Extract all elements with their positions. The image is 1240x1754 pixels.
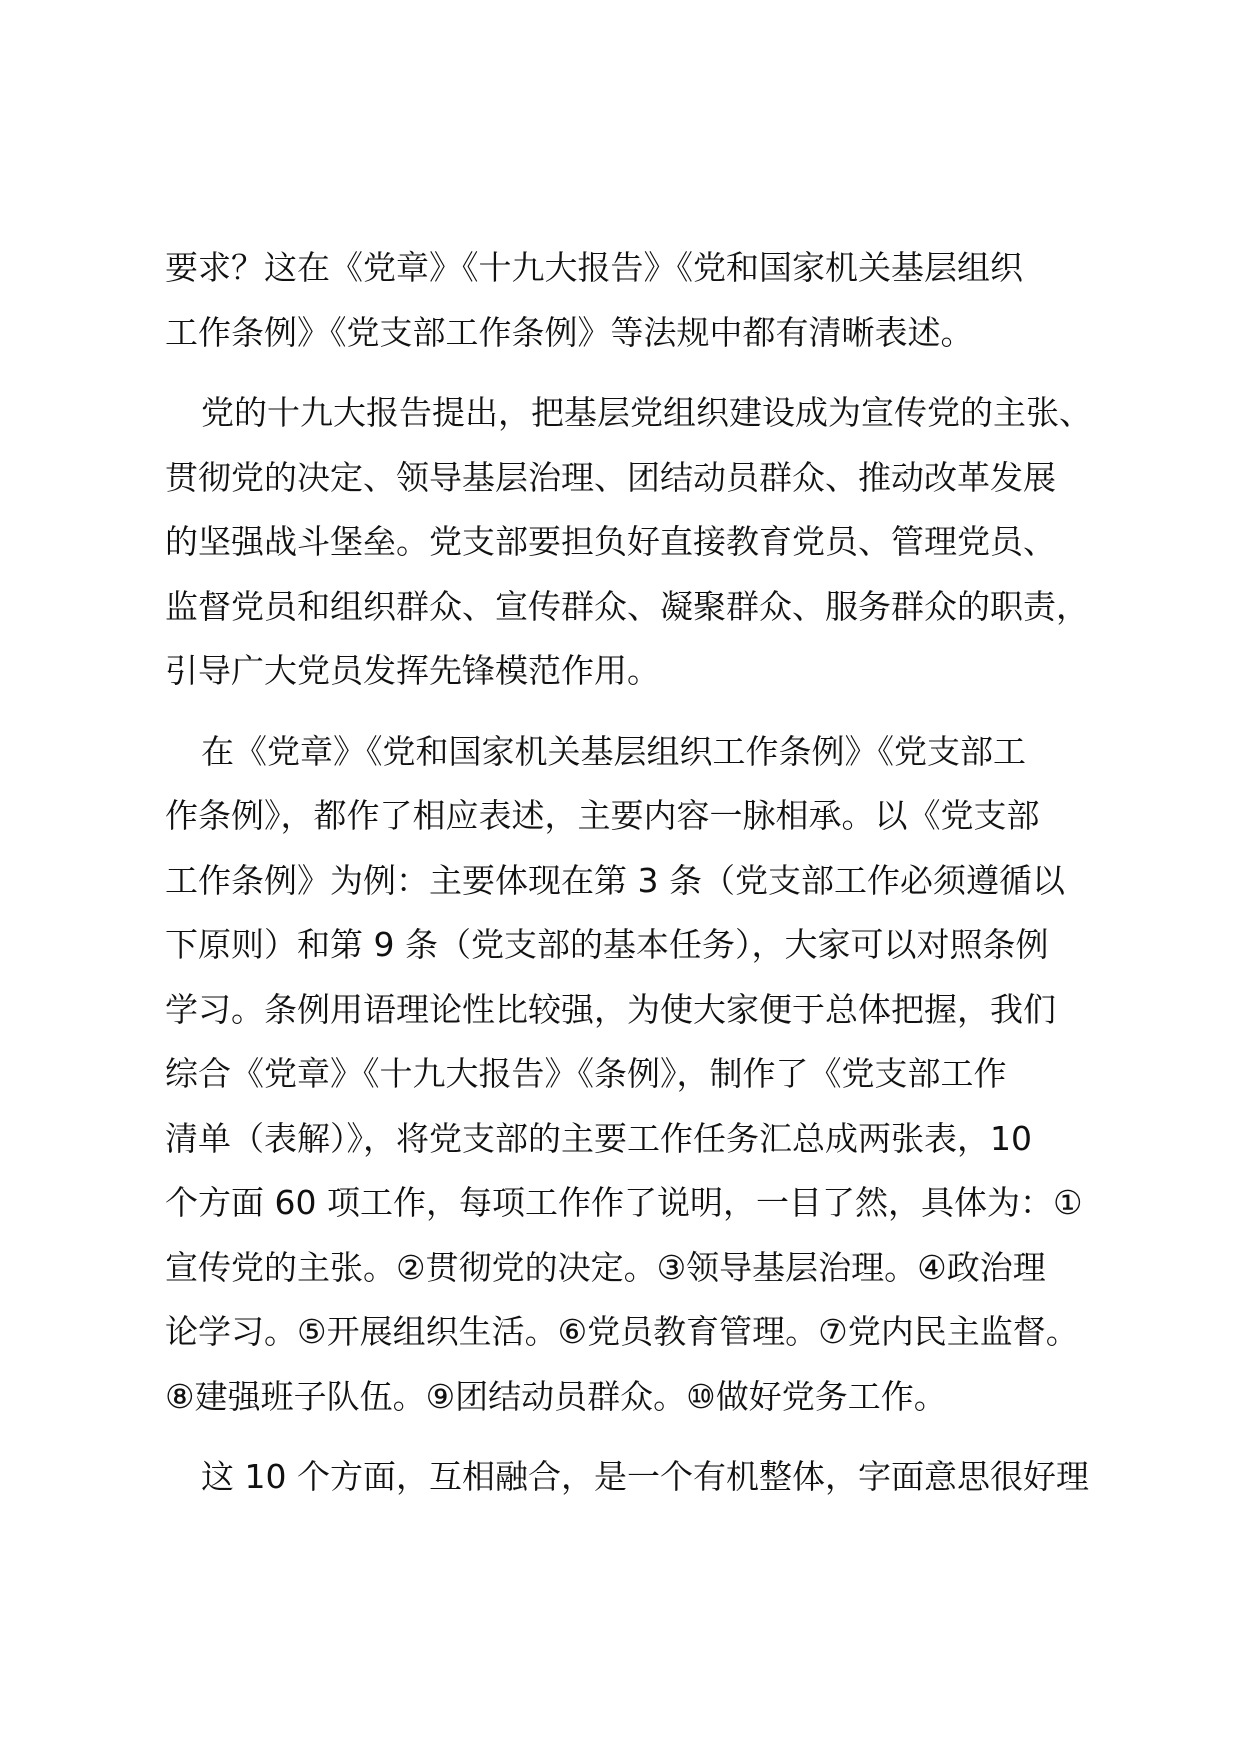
text-line: 工作条例》《党支部工作条例》等法规中都有清晰表述。 [165,312,974,352]
paragraph-3 [165,720,1090,1430]
paragraph-2 [165,381,1090,704]
text-line: 党的十九大报告提出，把基层党组织建设成为宣传党的主张、 [201,393,1092,432]
text-line: 个方面 60 项工作，每项工作作了说明，一目了然，具体为：① [165,1183,1083,1222]
text-line: 监督党员和组织群众、宣传群众、凝聚群众、服务群众的职责， [165,586,1089,626]
text-line: 论学习。⑤开展组织生活。⑥党员教育管理。⑦党内民主监督。 [165,1312,1079,1351]
document-body [165,236,1090,1526]
text-line: 作条例》，都作了相应表述，主要内容一脉相承。以《党支部 [165,796,1040,835]
text-line: 工作条例》为例：主要体现在第 3 条（党支部工作必须遵循以 [165,860,1065,900]
text-line: 综合《党章》《十九大报告》《条例》，制作了《党支部工作 [165,1054,1007,1093]
paragraph-1 [165,236,1090,365]
text-line: 的坚强战斗堡垒。党支部要担负好直接教育党员、管理党员、 [165,522,1056,561]
text-line: 学习。条例用语理论性比较强，为使大家便于总体把握，我们 [165,989,1056,1029]
text-line: 在《党章》《党和国家机关基层组织工作条例》《党支部工 [201,731,1026,771]
text-line: 清单（表解）》，将党支部的主要工作任务汇总成两张表，10 [165,1118,1032,1158]
text-line: ⑧建强班子队伍。⑨团结动员群众。⑩做好党务工作。 [165,1376,947,1416]
text-line: 引导广大党员发挥先锋模范作用。 [165,651,660,690]
text-line: 下原则）和第 9 条（党支部的基本任务），大家可以对照条例 [165,925,1049,964]
text-line: 要求？这在《党章》《十九大报告》《党和国家机关基层组织 [165,248,1023,287]
text-line: 这 10 个方面，互相融合，是一个有机整体，字面意思很好理 [201,1457,1089,1496]
text-line: 贯彻党的决定、领导基层治理、团结动员群众、推动改革发展 [165,457,1056,497]
paragraph-4 [165,1445,1090,1510]
text-line: 宣传党的主张。②贯彻党的决定。③领导基层治理。④政治理 [165,1247,1046,1287]
